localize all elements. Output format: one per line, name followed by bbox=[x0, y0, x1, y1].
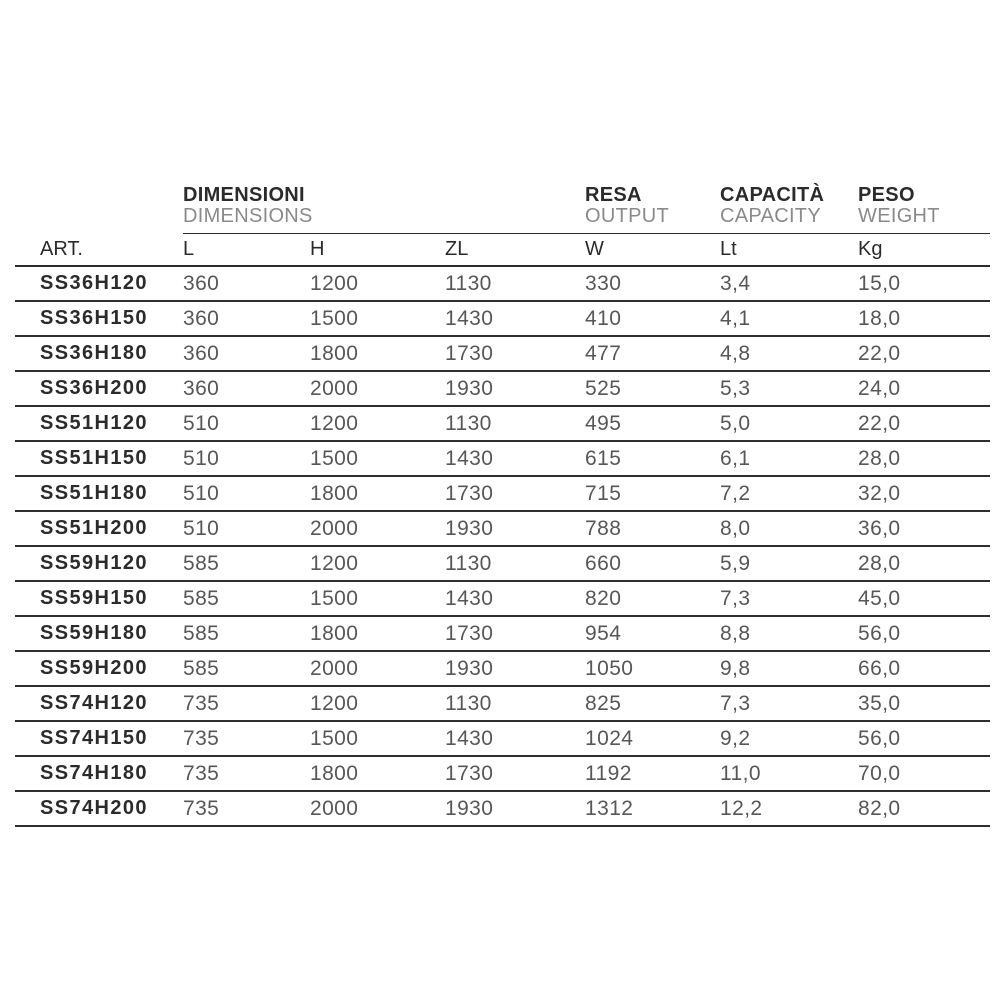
value-cell: 585 bbox=[183, 651, 310, 686]
art-code-cell: SS74H200 bbox=[15, 791, 183, 826]
value-cell: 1130 bbox=[445, 546, 585, 581]
value-cell: 56,0 bbox=[858, 616, 990, 651]
value-cell: 9,2 bbox=[720, 721, 858, 756]
value-cell: 1730 bbox=[445, 616, 585, 651]
value-cell: 7,3 bbox=[720, 686, 858, 721]
value-cell: 360 bbox=[183, 371, 310, 406]
value-cell: 36,0 bbox=[858, 511, 990, 546]
value-cell: 45,0 bbox=[858, 581, 990, 616]
value-cell: 1024 bbox=[585, 721, 720, 756]
value-cell: 1930 bbox=[445, 511, 585, 546]
table-row bbox=[15, 791, 990, 826]
art-code-cell: SS51H200 bbox=[15, 511, 183, 546]
table-row bbox=[15, 336, 990, 371]
value-cell: 1800 bbox=[310, 756, 445, 791]
value-cell: 1430 bbox=[445, 721, 585, 756]
value-cell: 1800 bbox=[310, 616, 445, 651]
value-cell: 1800 bbox=[310, 336, 445, 371]
group-weight bbox=[858, 176, 990, 234]
value-cell: 1800 bbox=[310, 476, 445, 511]
value-cell: 954 bbox=[585, 616, 720, 651]
value-cell: 1130 bbox=[445, 406, 585, 441]
value-cell: 5,0 bbox=[720, 406, 858, 441]
value-cell: 510 bbox=[183, 406, 310, 441]
value-cell: 1312 bbox=[585, 791, 720, 826]
art-code-cell: SS74H180 bbox=[15, 756, 183, 791]
value-cell: 735 bbox=[183, 791, 310, 826]
table-row bbox=[15, 301, 990, 336]
col-header-l: L bbox=[183, 234, 310, 267]
value-cell: 18,0 bbox=[858, 301, 990, 336]
table-row bbox=[15, 651, 990, 686]
table-row bbox=[15, 756, 990, 791]
value-cell: 1430 bbox=[445, 581, 585, 616]
value-cell: 615 bbox=[585, 441, 720, 476]
table-row bbox=[15, 511, 990, 546]
value-cell: 32,0 bbox=[858, 476, 990, 511]
value-cell: 2000 bbox=[310, 371, 445, 406]
value-cell: 4,1 bbox=[720, 301, 858, 336]
col-header-kg: Kg bbox=[858, 234, 990, 267]
art-code-cell: SS36H200 bbox=[15, 371, 183, 406]
value-cell: 5,3 bbox=[720, 371, 858, 406]
value-cell: 7,2 bbox=[720, 476, 858, 511]
value-cell: 1730 bbox=[445, 336, 585, 371]
group-header-spacer bbox=[15, 176, 183, 234]
value-cell: 82,0 bbox=[858, 791, 990, 826]
group-weight-title: PESO bbox=[858, 184, 915, 206]
value-cell: 2000 bbox=[310, 791, 445, 826]
value-cell: 410 bbox=[585, 301, 720, 336]
art-code-cell: SS36H120 bbox=[15, 266, 183, 301]
group-capacity bbox=[720, 176, 858, 234]
value-cell: 585 bbox=[183, 616, 310, 651]
group-dimensions bbox=[183, 176, 585, 234]
value-cell: 2000 bbox=[310, 651, 445, 686]
group-capacity-title: CAPACITÀ bbox=[720, 184, 825, 206]
table-row bbox=[15, 721, 990, 756]
group-header-row bbox=[15, 176, 990, 234]
value-cell: 66,0 bbox=[858, 651, 990, 686]
value-cell: 28,0 bbox=[858, 441, 990, 476]
value-cell: 735 bbox=[183, 686, 310, 721]
value-cell: 56,0 bbox=[858, 721, 990, 756]
value-cell: 28,0 bbox=[858, 546, 990, 581]
value-cell: 70,0 bbox=[858, 756, 990, 791]
value-cell: 330 bbox=[585, 266, 720, 301]
value-cell: 735 bbox=[183, 721, 310, 756]
art-code-cell: SS59H180 bbox=[15, 616, 183, 651]
value-cell: 4,8 bbox=[720, 336, 858, 371]
art-code-cell: SS36H180 bbox=[15, 336, 183, 371]
value-cell: 8,8 bbox=[720, 616, 858, 651]
column-header-row bbox=[15, 234, 990, 267]
table-row bbox=[15, 581, 990, 616]
value-cell: 8,0 bbox=[720, 511, 858, 546]
value-cell: 1200 bbox=[310, 686, 445, 721]
value-cell: 5,9 bbox=[720, 546, 858, 581]
table-row bbox=[15, 371, 990, 406]
value-cell: 2000 bbox=[310, 511, 445, 546]
group-output bbox=[585, 176, 720, 234]
value-cell: 1730 bbox=[445, 756, 585, 791]
value-cell: 495 bbox=[585, 406, 720, 441]
value-cell: 12,2 bbox=[720, 791, 858, 826]
table-row bbox=[15, 441, 990, 476]
value-cell: 3,4 bbox=[720, 266, 858, 301]
value-cell: 15,0 bbox=[858, 266, 990, 301]
value-cell: 22,0 bbox=[858, 406, 990, 441]
value-cell: 1050 bbox=[585, 651, 720, 686]
value-cell: 1130 bbox=[445, 266, 585, 301]
value-cell: 660 bbox=[585, 546, 720, 581]
art-code-cell: SS59H150 bbox=[15, 581, 183, 616]
value-cell: 360 bbox=[183, 301, 310, 336]
value-cell: 1930 bbox=[445, 371, 585, 406]
art-code-cell: SS74H120 bbox=[15, 686, 183, 721]
col-header-lt: Lt bbox=[720, 234, 858, 267]
value-cell: 1930 bbox=[445, 651, 585, 686]
value-cell: 525 bbox=[585, 371, 720, 406]
value-cell: 715 bbox=[585, 476, 720, 511]
value-cell: 585 bbox=[183, 581, 310, 616]
col-header-zl: ZL bbox=[445, 234, 585, 267]
art-code-cell: SS59H200 bbox=[15, 651, 183, 686]
art-code-cell: SS74H150 bbox=[15, 721, 183, 756]
value-cell: 360 bbox=[183, 336, 310, 371]
value-cell: 1500 bbox=[310, 581, 445, 616]
value-cell: 1200 bbox=[310, 546, 445, 581]
value-cell: 22,0 bbox=[858, 336, 990, 371]
art-code-cell: SS51H150 bbox=[15, 441, 183, 476]
art-code-cell: SS51H120 bbox=[15, 406, 183, 441]
value-cell: 35,0 bbox=[858, 686, 990, 721]
table-row bbox=[15, 616, 990, 651]
col-header-h: H bbox=[310, 234, 445, 267]
art-code-cell: SS36H150 bbox=[15, 301, 183, 336]
table-row bbox=[15, 546, 990, 581]
value-cell: 1430 bbox=[445, 441, 585, 476]
value-cell: 1930 bbox=[445, 791, 585, 826]
group-dimensions-subtitle: DIMENSIONS bbox=[183, 205, 313, 227]
value-cell: 1730 bbox=[445, 476, 585, 511]
table-row bbox=[15, 266, 990, 301]
col-header-w: W bbox=[585, 234, 720, 267]
table-body bbox=[15, 266, 990, 826]
value-cell: 11,0 bbox=[720, 756, 858, 791]
spec-table bbox=[15, 176, 990, 827]
group-dimensions-title: DIMENSIONI bbox=[183, 184, 305, 206]
table-row bbox=[15, 406, 990, 441]
value-cell: 1192 bbox=[585, 756, 720, 791]
value-cell: 510 bbox=[183, 511, 310, 546]
value-cell: 477 bbox=[585, 336, 720, 371]
value-cell: 1500 bbox=[310, 721, 445, 756]
group-output-title: RESA bbox=[585, 184, 642, 206]
table-row bbox=[15, 686, 990, 721]
value-cell: 825 bbox=[585, 686, 720, 721]
value-cell: 1200 bbox=[310, 266, 445, 301]
col-header-art: ART. bbox=[15, 234, 183, 267]
art-code-cell: SS51H180 bbox=[15, 476, 183, 511]
value-cell: 7,3 bbox=[720, 581, 858, 616]
value-cell: 735 bbox=[183, 756, 310, 791]
value-cell: 1430 bbox=[445, 301, 585, 336]
value-cell: 820 bbox=[585, 581, 720, 616]
group-output-subtitle: OUTPUT bbox=[585, 205, 670, 227]
table-row bbox=[15, 476, 990, 511]
value-cell: 510 bbox=[183, 476, 310, 511]
art-code-cell: SS59H120 bbox=[15, 546, 183, 581]
group-capacity-subtitle: CAPACITY bbox=[720, 205, 821, 227]
value-cell: 585 bbox=[183, 546, 310, 581]
value-cell: 6,1 bbox=[720, 441, 858, 476]
value-cell: 510 bbox=[183, 441, 310, 476]
value-cell: 1130 bbox=[445, 686, 585, 721]
group-weight-subtitle: WEIGHT bbox=[858, 205, 940, 227]
value-cell: 9,8 bbox=[720, 651, 858, 686]
value-cell: 24,0 bbox=[858, 371, 990, 406]
value-cell: 1500 bbox=[310, 301, 445, 336]
value-cell: 1200 bbox=[310, 406, 445, 441]
value-cell: 788 bbox=[585, 511, 720, 546]
value-cell: 1500 bbox=[310, 441, 445, 476]
value-cell: 360 bbox=[183, 266, 310, 301]
